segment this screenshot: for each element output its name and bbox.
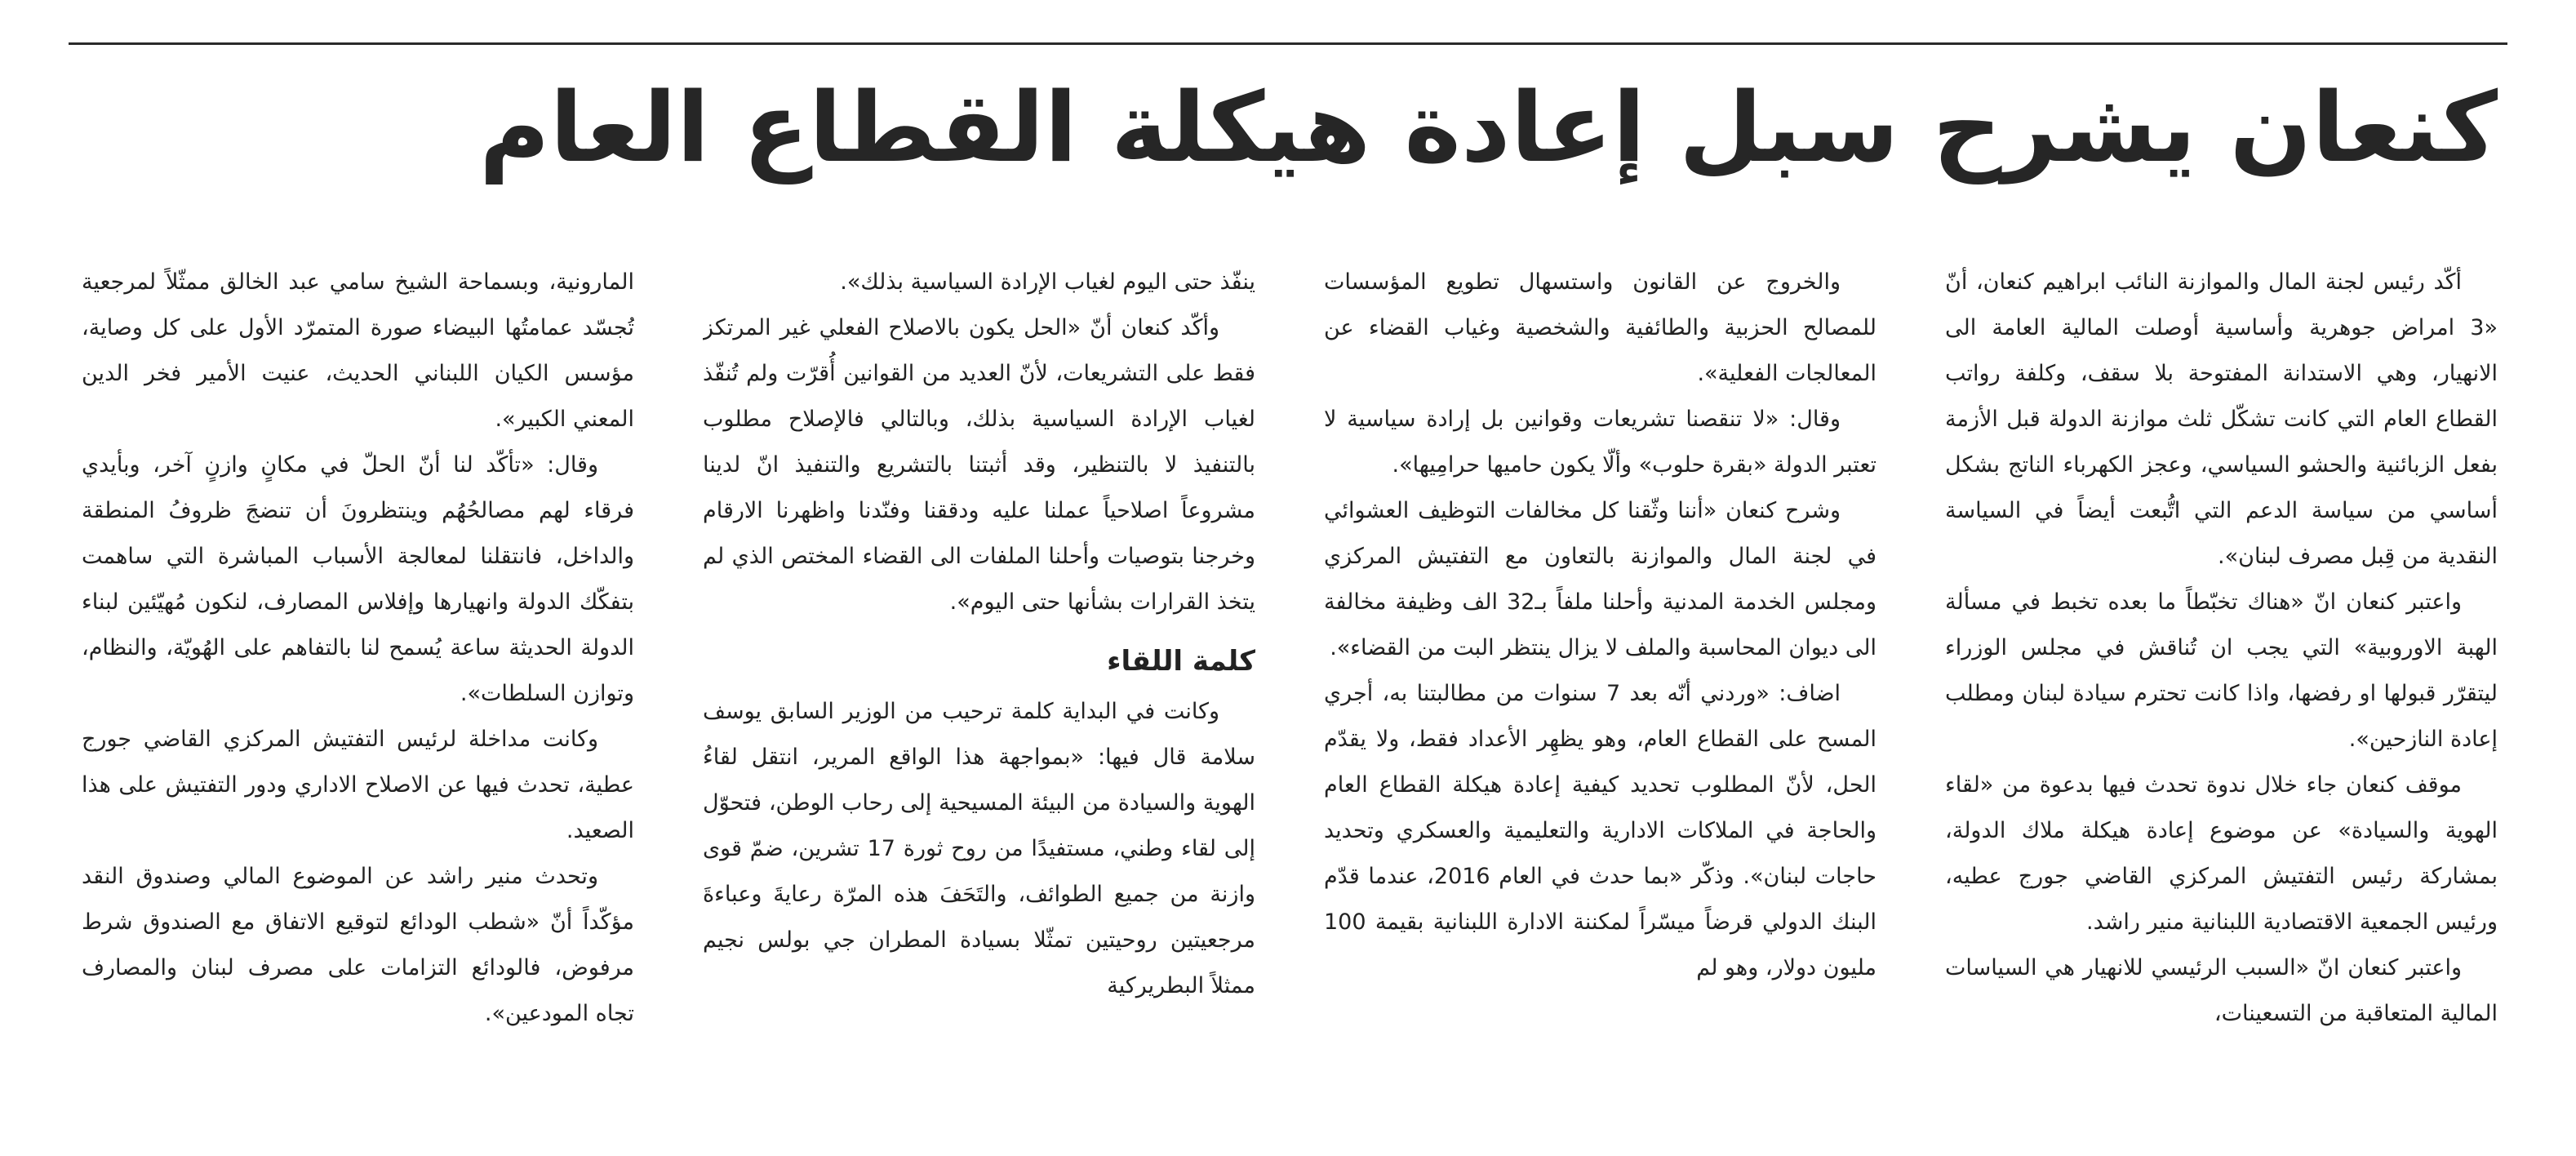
article-paragraph: والخروج عن القانون واستسهال تطويع المؤسسات للمصالح الحزبية والطائفية والشخصية وغياب القضاء عن المعالجات الفعلية». (1324, 269, 1876, 386)
article-column-2 (1324, 260, 1876, 1125)
article-paragraph: اضاف: «وردني أنّه بعد 7 سنوات من مطالبتنا به، أجري المسح على القطاع العام، وهو يظهِر الأعداد فقط، ولا يقدّم الحل، لأنّ المطلوب تحديد كيفية إعادة هيكلة القطاع العام والحاجة في الملاكات الادارية والتعليمية والعسكري وتحديد حاجات لبنان». وذكّر «بما حدث في العام 2016، عندما قدّم البنك الدولي قرضاً ميسّراً لمكننة الادارة اللبنانية بقيمة 100 مليون دولار، وهو لم (1324, 681, 1876, 980)
article-column-1 (1945, 260, 2498, 1125)
article-paragraph: المارونية، وبسماحة الشيخ سامي عبد الخالق ممثّلاً لمرجعية تُجسّد عمامتُها البيضاء صورة المتمرّد الأول على كل وصاية، مؤسس الكيان اللبناني الحديث، عنيت الأمير فخر الدين المعني الكبير». (82, 269, 634, 432)
article-paragraph: واعتبر كنعان انّ «هناك تخبّطاً ما بعده تخبط في مسألة الهبة الاوروبية» التي يجب ان تُناقش في مجلس الوزراء ليتقرّر قبولها او رفضها، واذا كانت تحترم سيادة لبنان ومطلب إعادة النازحين». (1945, 589, 2498, 752)
article-paragraph: وشرح كنعان «أننا وثّقنا كل مخالفات التوظيف العشوائي في لجنة المال والموازنة بالتعاون مع التفتيش المركزي ومجلس الخدمة المدنية وأحلنا ملفاً بـ32 الف وظيفة مخالفة الى ديوان المحاسبة والملف لا يزال ينتظر البت من القضاء». (1324, 498, 1876, 660)
article-body (82, 260, 2498, 1125)
article-paragraph: أكّد رئيس لجنة المال والموازنة النائب ابراهيم كنعان، أنّ «3 امراض جوهرية وأساسية أوصلت المالية العامة الى الانهيار، وهي الاستدانة المفتوحة بلا سقف، وكلفة رواتب القطاع العام التي كانت تشكّل ثلث موازنة الدولة قبل الأزمة بفعل الزبائنية والحشو السياسي، وعجز الكهرباء الناتج بشكل أساسي من سياسة الدعم التي اتُّبعت أيضاً في السياسة النقدية من قِبل مصرف لبنان». (1945, 269, 2498, 569)
article-paragraph: ينفّذ حتى اليوم لغياب الإرادة السياسية بذلك». (840, 269, 1255, 295)
article-column-4 (82, 260, 634, 1125)
article-paragraph: وقال: «تأكّد لنا أنّ الحلّ في مكانٍ وازنٍ آخر، وبأيدي فرقاء لهم مصالحُهُم وينتظرونَ أن تنضجَ ظروفُ المنطقة والداخل، فانتقلنا لمعالجة الأسباب المباشرة التي ساهمت بتفكّك الدولة وانهيارها وإفلاس المصارف، لنكون مُهيّئين لبناء الدولة الحديثة ساعة يُسمح لنا بالتفاهم على الهُويّة، والنظام، وتوازن السلطات». (82, 452, 634, 706)
article-column-3 (703, 260, 1255, 1125)
article-headline: كنعان يشرح سبل إعادة هيكلة القطاع العام (479, 71, 2498, 184)
article-paragraph: واعتبر كنعان انّ «السبب الرئيسي للانهيار هي السياسات المالية المتعاقبة من التسعينات، (1945, 955, 2498, 1026)
top-rule (69, 42, 2507, 45)
article-paragraph: موقف كنعان جاء خلال ندوة تحدث فيها بدعوة من «لقاء الهوية والسيادة» عن موضوع إعادة هيكلة ملاك الدولة، بمشاركة رئيس التفتيش المركزي القاضي جورج عطيه، ورئيس الجمعية الاقتصادية اللبنانية منير راشد. (1945, 772, 2498, 935)
article-paragraph: وتحدث منير راشد عن الموضوع المالي وصندوق النقد مؤكّداً أنّ «شطب الودائع لتوقيع الاتفاق مع الصندوق شرط مرفوض، فالودائع التزامات على مصرف لبنان والمصارف تجاه المودعين». (82, 864, 634, 1026)
article-paragraph: وأكّد كنعان أنّ «الحل يكون بالاصلاح الفعلي غير المرتكز فقط على التشريعات، لأنّ العديد من القوانين أُقرّت ولم تُنفّذ لغياب الإرادة السياسية بذلك، وبالتالي فالإصلاح مطلوب بالتنفيذ لا بالتنظير، وقد أثبتنا بالتشريع والتنفيذ انّ لدينا مشروعاً اصلاحياً عملنا عليه ودققنا وفنّدنا واظهرنا الارقام وخرجنا بتوصيات وأحلنا الملفات الى القضاء المختص الذي لم يتخذ القرارات بشأنها حتى اليوم». (703, 315, 1255, 615)
article-paragraph: وقال: «لا تنقصنا تشريعات وقوانين بل إرادة سياسية لا تعتبر الدولة «بقرة حلوب» وألّا يكون حاميها حرامِيها». (1324, 407, 1876, 478)
article-paragraph: وكانت مداخلة لرئيس التفتيش المركزي القاضي جورج عطية، تحدث فيها عن الاصلاح الاداري ودور التفتيش على هذا الصعيد. (82, 727, 634, 843)
article-paragraph: وكانت في البداية كلمة ترحيب من الوزير السابق يوسف سلامة قال فيها: «بمواجهة هذا الواقع المرير، انتقل لقاءُ الهوية والسيادة من البيئة المسيحية إلى رحاب الوطن، فتحوّل إلى لقاء وطني، مستفيدًا من روح ثورة 17 تشرين، ضمّ قوى وازنة من جميع الطوائف، والتَحَفَ هذه المرّة رعايةَ وعباءةَ مرجعيتين روحيتين تمثّلا بسيادة المطران جي بولس نجيم ممثلاً البطريركية (703, 699, 1255, 998)
section-subheading: كلمة اللقاء (1107, 645, 1255, 678)
